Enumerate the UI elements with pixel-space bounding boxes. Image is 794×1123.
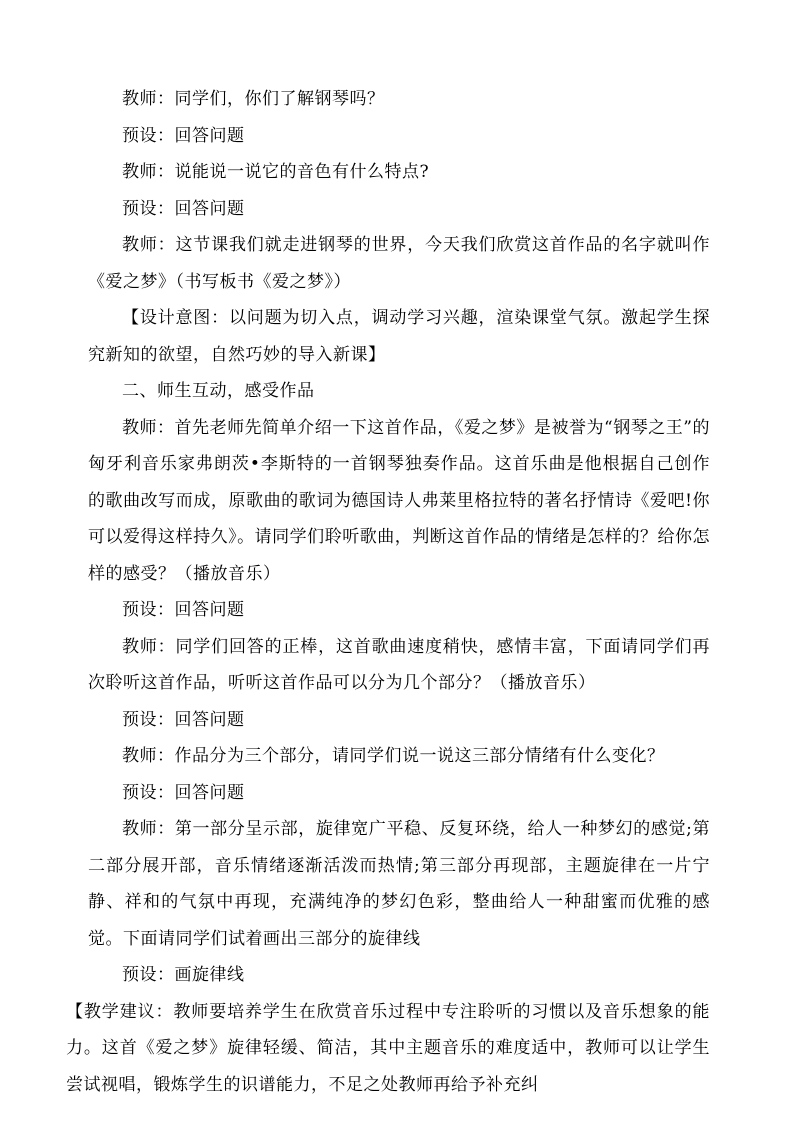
dialogue-teacher: 教师：说能说一说它的音色有什么特点? xyxy=(122,162,430,182)
teaching-suggestion-note: 【教学建议：教师要培养学生在欣赏音乐过程中专注聆听的习惯以及音乐想象的能力。这首《爱之梦》旋律轻缓、简洁，其中主题音乐的难度适中，教师可以让学生尝试视唱，锻炼学生的识谱能力，不足之处教师再给予补充纠 xyxy=(66,1001,710,1095)
dialogue-teacher: 教师：同学们回答的正棒，这首歌曲速度稍快，感情丰富，下面请同学们再次聆听这首作品，听听这首作品可以分为几个部分？（播放音乐） xyxy=(88,636,710,693)
dialogue-teacher: 教师：首先老师先简单介绍一下这首作品，《爱之梦》是被誉为“钢琴之王”的匈牙利音乐家弗朗茨•李斯特的一首钢琴独奏作品。这首乐曲是他根据自己创作的歌曲改写而成，原歌曲的歌词为德国诗人弗莱里格拉特的著名抒情诗《爱吧!你可以爱得这样持久》。请同学们聆听歌曲，判断这首作品的情绪是怎样的？给你怎样的感受？（播放音乐） xyxy=(88,417,710,584)
document-body xyxy=(66,81,710,1103)
dialogue-preset: 预设：回答问题 xyxy=(122,709,245,730)
design-intent-note: 【设计意图：以问题为切入点，调动学习兴趣，渲染课堂气氛。激起学生探究新知的欲望，自然巧妙的导入新课】 xyxy=(88,308,710,365)
dialogue-preset: 预设：回答问题 xyxy=(122,198,245,219)
dialogue-preset: 预设：回答问题 xyxy=(122,600,245,620)
dialogue-preset: 预设：画旋律线 xyxy=(122,965,245,985)
dialogue-teacher: 教师：第一部分呈示部，旋律宽广平稳、反复环绕，给人一种梦幻的感觉;第二部分展开部，音乐情绪逐渐活泼而热情;第三部分再现部，主题旋律在一片宁静、祥和的气氛中再现，充满纯净的梦幻色彩，整曲给人一种甜蜜而优雅的感觉。下面请同学们试着画出三部分的旋律线 xyxy=(88,819,710,949)
dialogue-teacher: 教师：这节课我们就走进钢琴的世界，今天我们欣赏这首作品的名字就叫作《爱之梦》（书写板书《爱之梦》） xyxy=(88,235,710,292)
dialogue-preset: 预设：回答问题 xyxy=(122,125,245,146)
dialogue-preset: 预设：回答问题 xyxy=(122,782,245,803)
section-heading: 二、师生互动，感受作品 xyxy=(122,381,315,401)
dialogue-teacher: 教师：作品分为三个部分，请同学们说一说这三部分情绪有什么变化？ xyxy=(122,746,665,766)
dialogue-teacher: 教师：同学们，你们了解钢琴吗？ xyxy=(122,89,385,109)
